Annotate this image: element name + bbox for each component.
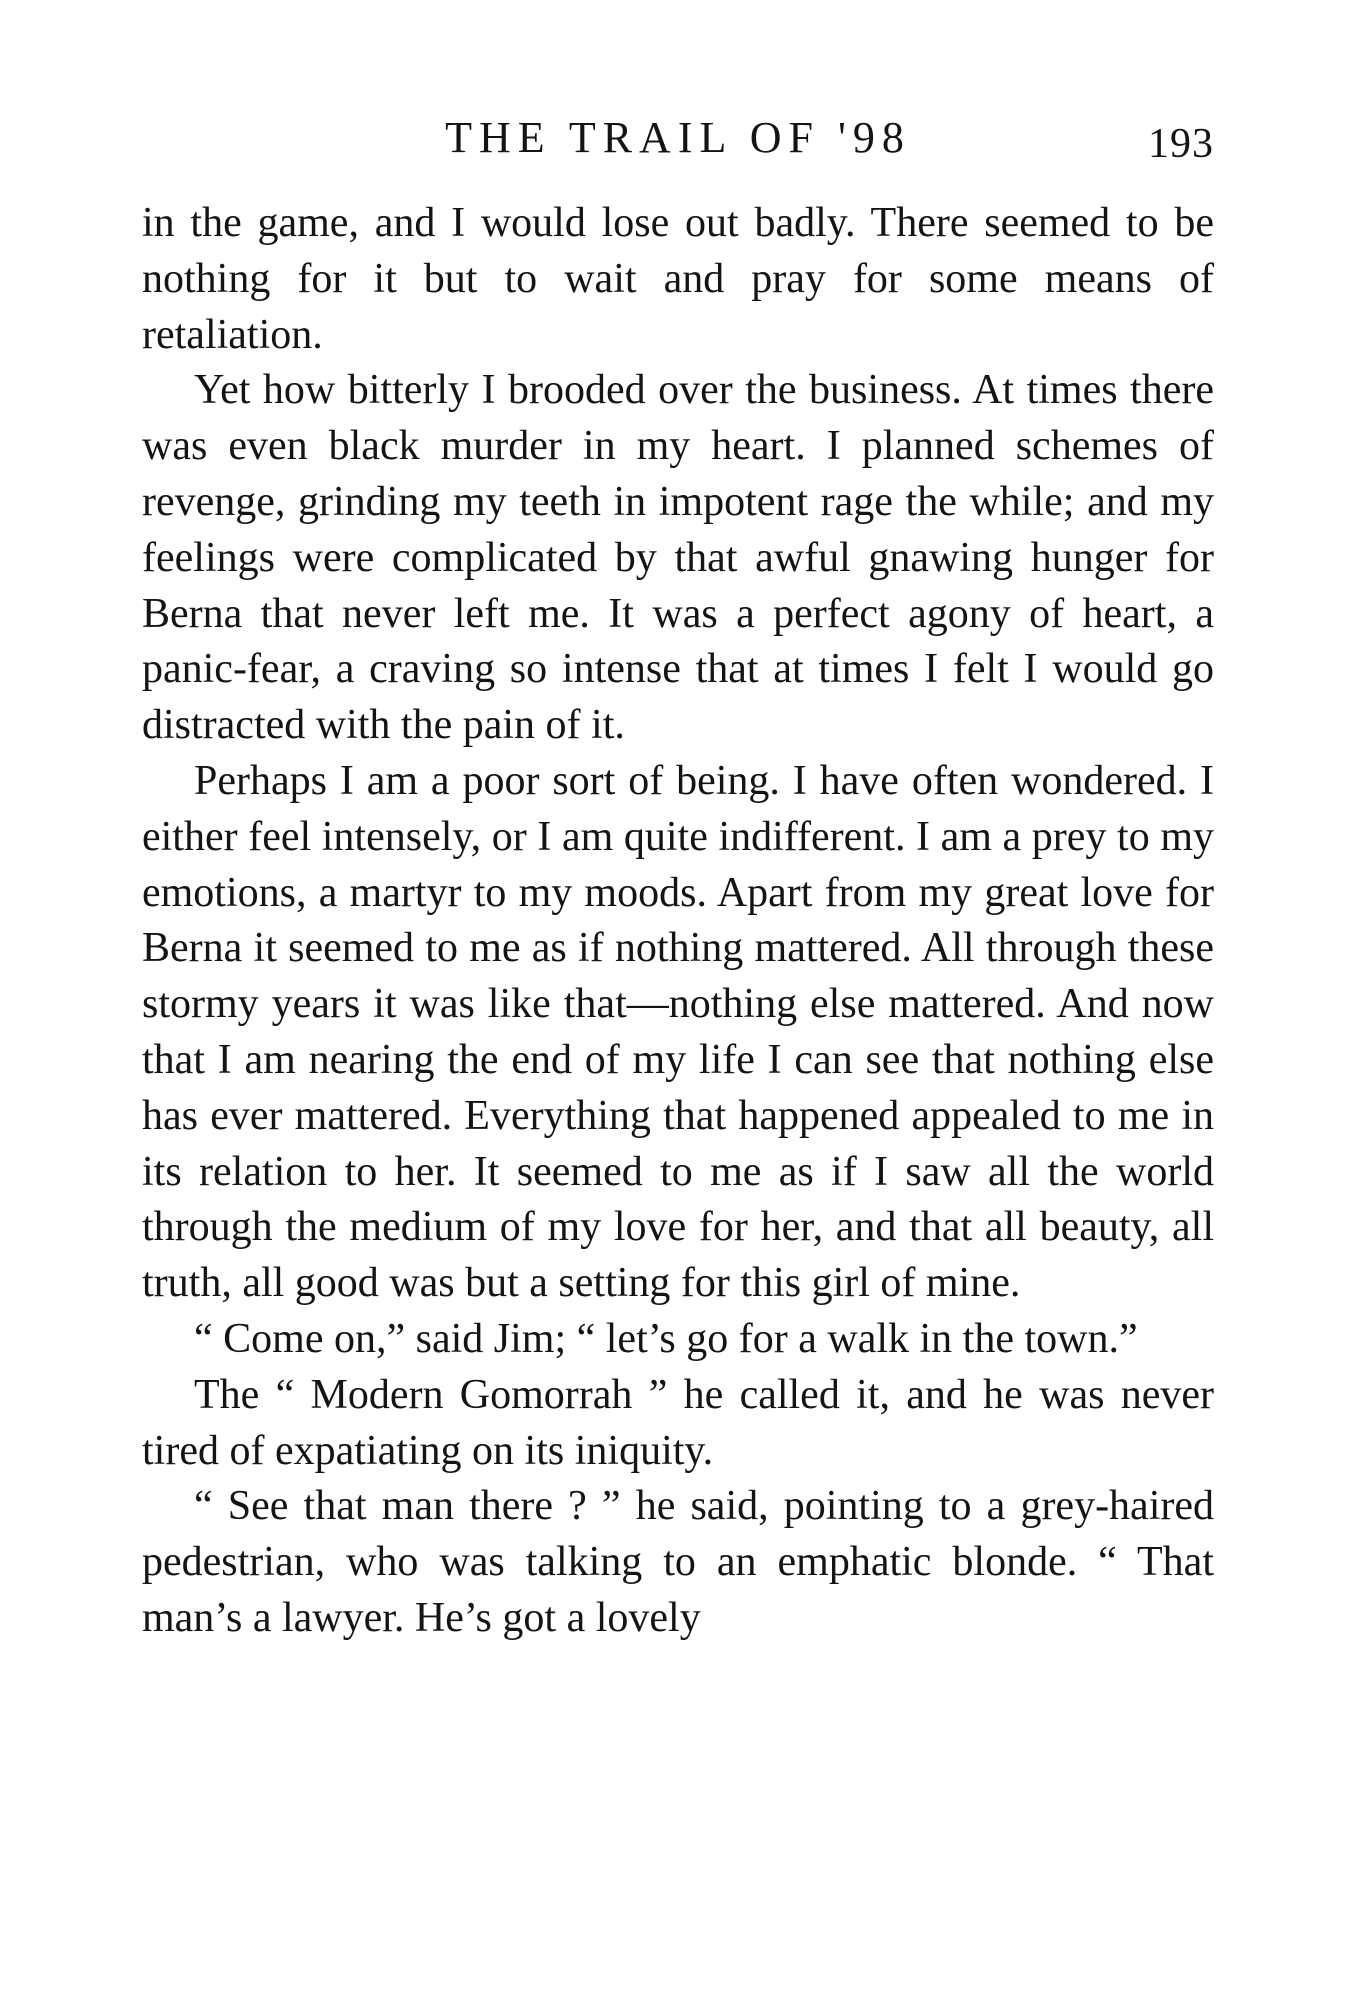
- paragraph: “ See that man there ? ” he said, pointing to a grey-haired pedestrian, who was talking to an emphatic blonde. “ That man’s a lawyer. He’s got a lovely: [142, 1483, 1214, 1641]
- paragraph-continuation: in the game, and I would lose out badly. There seemed to be nothing for it but to wait and pray for some means of retaliation.: [142, 200, 1214, 358]
- running-head: [142, 108, 1214, 168]
- paragraph: Yet how bitterly I brooded over the business. At times there was even black murder in my heart. I planned schemes of revenge, grinding my teeth in impotent rage the while; and my feelings were complicated by that awful gnawing hunger for Berna that never left me. It was a perfect agony of heart, a panic-fear, a craving so intense that at times I felt I would go distracted with the pain of it.: [142, 367, 1214, 749]
- body-text: [142, 196, 1214, 1647]
- paragraph: “ Come on,” said Jim; “ let’s go for a walk in the town.”: [194, 1315, 1138, 1362]
- running-title: THE TRAIL OF '98: [445, 113, 911, 162]
- paragraph: Perhaps I am a poor sort of being. I have often wondered. I either feel intensely, or I am quite indifferent. I am a prey to my emotions, a martyr to my moods. Apart from my great love for Berna it seemed to me as if nothing mattered. All through these stormy years it was like that—nothing else mattered. And now that I am nearing the end of my life I can see that nothing else has ever mattered. Everything that happened appealed to me in its relation to her. It seemed to me as if I saw all the world through the medium of my love for her, and that all beauty, all truth, all good was but a setting for this girl of mine.: [142, 757, 1214, 1307]
- paragraph: The “ Modern Gomorrah ” he called it, and he was never tired of expatiating on its iniquity.: [142, 1371, 1214, 1474]
- page-number: 193: [1148, 121, 1214, 167]
